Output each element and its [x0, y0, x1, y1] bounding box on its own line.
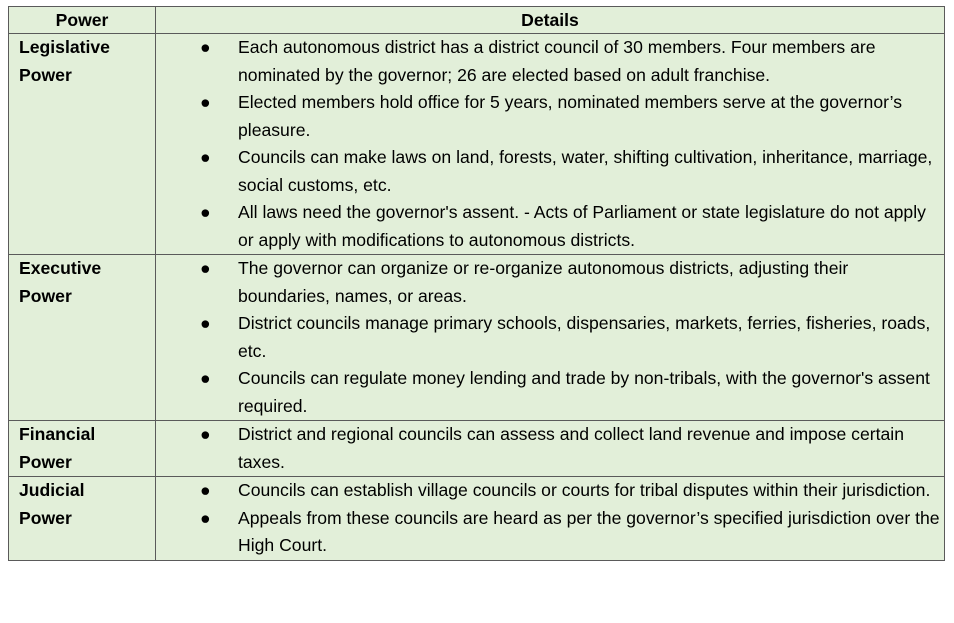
power-label-line2: Power — [19, 285, 72, 306]
bullet-icon: ● — [200, 147, 211, 167]
table-row-executive — [9, 255, 945, 421]
list-item — [156, 310, 940, 365]
table-row-judicial — [9, 477, 945, 561]
detail-text: Appeals from these councils are heard as per the governor’s specified jurisdiction over the High Court. — [238, 507, 940, 555]
powers-table — [8, 6, 945, 561]
power-label-line1: Executive — [19, 258, 102, 278]
bullet-icon: ● — [200, 202, 211, 222]
power-label-line2: Power — [19, 64, 72, 85]
bullet-icon: ● — [200, 258, 211, 278]
table-wrapper — [8, 6, 945, 561]
bullet-icon: ● — [200, 37, 211, 57]
details-cell — [156, 477, 945, 561]
detail-text: Councils can make laws on land, forests, water, shifting cultivation, inheritance, marriage, social customs, etc. — [238, 147, 933, 195]
list-item — [156, 255, 940, 310]
list-item — [156, 144, 940, 199]
power-label-line1: Legislative — [19, 37, 110, 57]
table-row-legislative — [9, 34, 945, 255]
header-details: Details — [156, 7, 945, 34]
list-item — [156, 421, 940, 476]
power-cell — [9, 34, 156, 255]
bullet-icon: ● — [200, 480, 211, 500]
list-item — [156, 505, 940, 560]
bullet-icon: ● — [200, 368, 211, 388]
details-cell — [156, 34, 945, 255]
power-label-line1: Judicial — [19, 480, 85, 500]
detail-text: District and regional councils can assess and collect land revenue and impose certain taxes. — [238, 424, 904, 472]
list-item — [156, 477, 940, 505]
detail-text: Elected members hold office for 5 years, nominated members serve at the governor’s pleasure. — [238, 92, 903, 140]
power-cell — [9, 255, 156, 421]
details-cell — [156, 255, 945, 421]
details-list — [156, 477, 940, 560]
details-list — [156, 255, 940, 420]
power-cell — [9, 421, 156, 477]
power-label-line2: Power — [19, 507, 72, 528]
detail-text: Each autonomous district has a district council of 30 members. Four members are nominated by the governor; 26 are elected based on adult franchise. — [238, 37, 876, 85]
details-list — [156, 34, 940, 254]
detail-text: The governor can organize or re-organize autonomous districts, adjusting their boundaries, names, or areas. — [238, 258, 849, 306]
detail-text: Councils can regulate money lending and trade by non-tribals, with the governor's assent required. — [238, 368, 930, 416]
detail-text: District councils manage primary schools, dispensaries, markets, ferries, fisheries, roads, etc. — [238, 313, 931, 361]
list-item — [156, 365, 940, 420]
detail-text: All laws need the governor's assent. - Acts of Parliament or state legislature do not apply or apply with modifications to autonomous districts. — [238, 202, 926, 250]
power-label-line1: Financial — [19, 424, 96, 444]
bullet-icon: ● — [200, 507, 211, 528]
bullet-icon: ● — [200, 424, 211, 444]
list-item — [156, 89, 940, 144]
power-label-line2: Power — [19, 451, 72, 472]
list-item — [156, 34, 940, 89]
header-power: Power — [9, 7, 156, 34]
power-cell — [9, 477, 156, 561]
bullet-icon: ● — [200, 313, 211, 333]
details-list — [156, 421, 940, 476]
details-cell — [156, 421, 945, 477]
detail-text: Councils can establish village councils or courts for tribal disputes within their jurisdiction. — [238, 480, 931, 500]
table-row-financial — [9, 421, 945, 477]
header-row — [9, 7, 945, 34]
list-item — [156, 199, 940, 254]
bullet-icon: ● — [200, 92, 211, 112]
